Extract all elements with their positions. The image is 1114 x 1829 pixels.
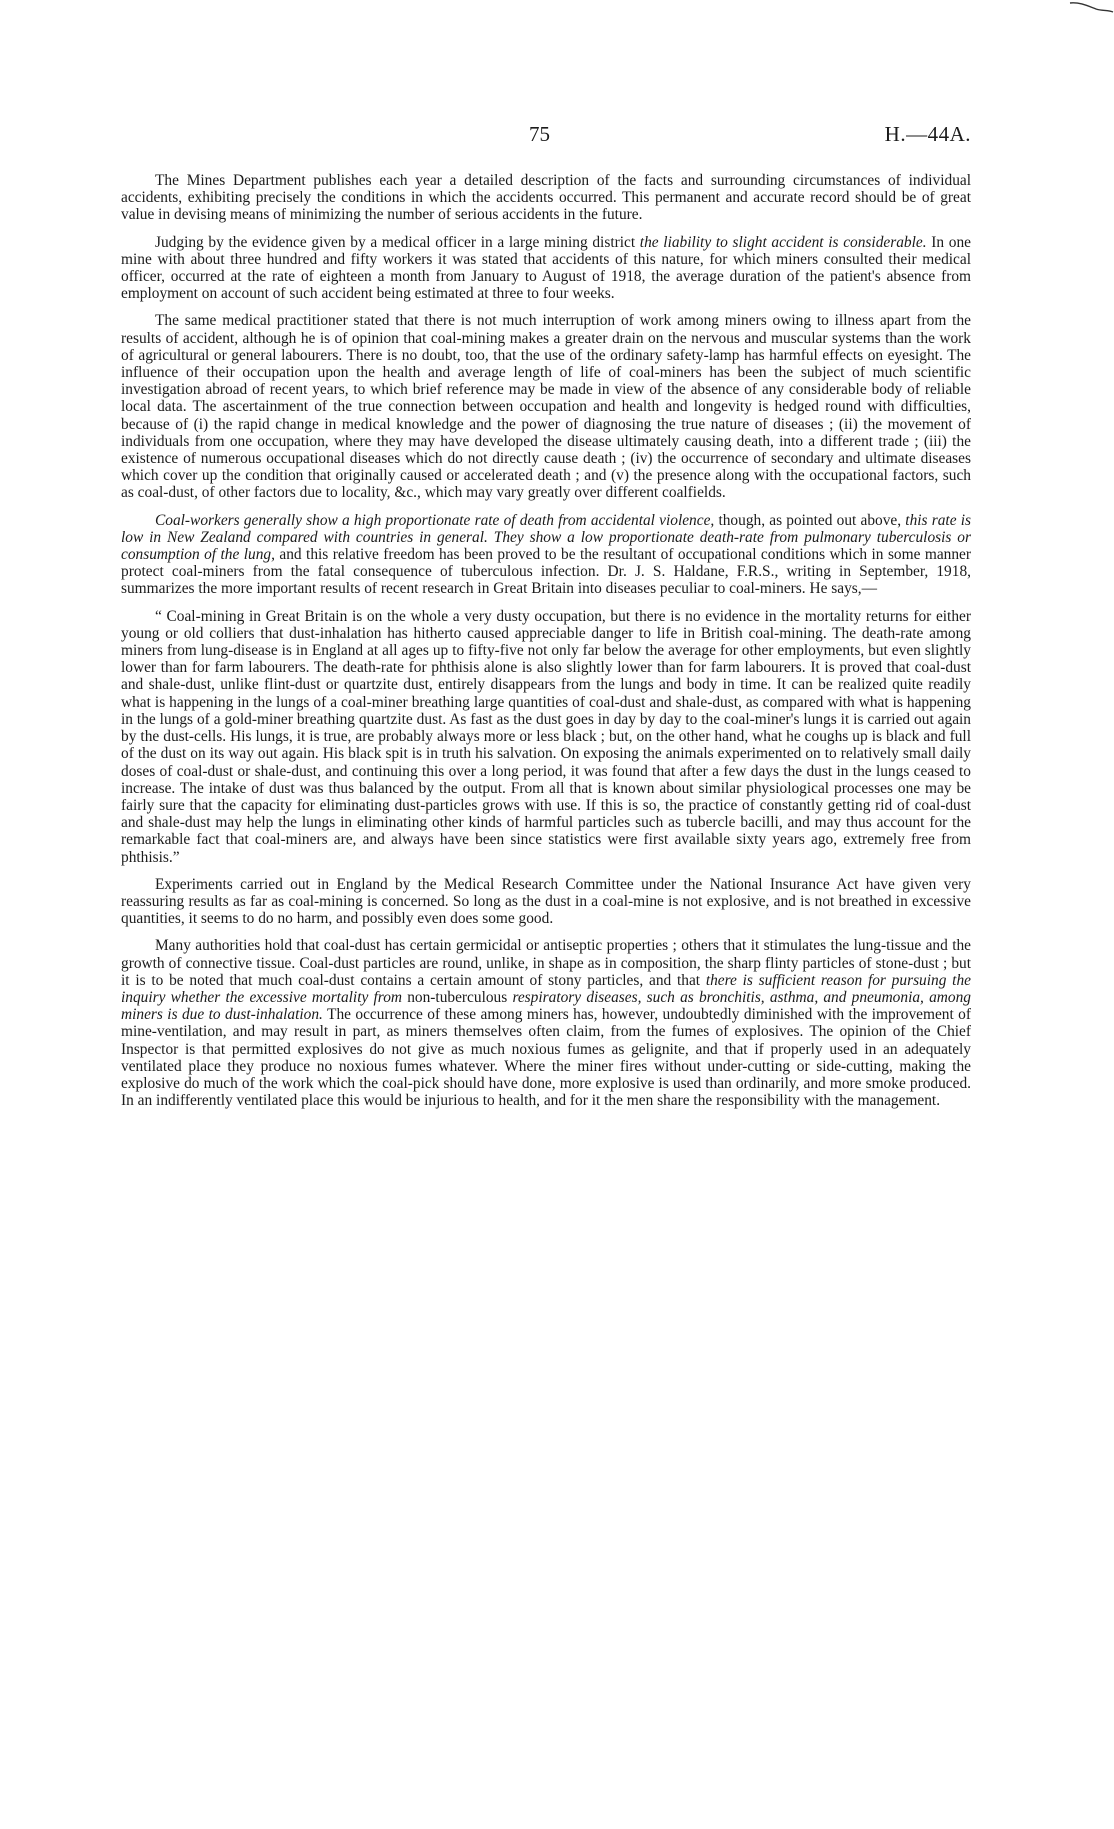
italic-emphasis: this rate is low in New Zealand compared with countries in general. They show a low proportionate death-rate from pulmonary tuberculosis or consumption of the lung,	[121, 511, 971, 564]
paragraph-text: though, as pointed out above,	[714, 511, 906, 529]
paragraph-5-quotation	[121, 608, 971, 866]
text-body	[121, 172, 971, 1119]
italic-emphasis: there is sufficient reason for pursuing the inquiry whether the excessive mortality from	[121, 971, 971, 1006]
paragraph-text: The Mines Department publishes each year a detailed description of the facts and surrounding circumstances of individual accidents, exhibiting precisely the conditions in which the accidents occurred. This permanent and accurate record should be of great value in devising means of minimizing the number of serious accidents in the future.	[121, 172, 971, 224]
paragraph-4	[121, 512, 971, 598]
corner-scan-mark	[1068, 0, 1114, 14]
paragraph-1	[121, 172, 971, 224]
paragraph-3	[121, 312, 971, 501]
page-number: 75	[529, 122, 550, 146]
paragraph-text: non-tuberculous	[402, 988, 513, 1006]
quotation-text: “ Coal-mining in Great Britain is on the whole a very dusty occupation, but there is no evidence in the mortality returns for either young or old colliers that dust-inhalation has hitherto caused appreciable danger to life in British coal-mining. The death-rate among miners from lung-disease is in England at all ages up to fifty-five not only far below the average for other employments, but even slightly lower than for farm labourers. The death-rate for phthisis alone is also slightly lower than for farm labourers. It is proved that coal-dust and shale-dust, unlike flint-dust or quartzite dust, entirely disappears from the lungs and body in time. It can be realized quite readily what is happening in the lungs of a coal-miner breathing large quantities of coal-dust and shale-dust, as compared with what is happening in the lungs of a gold-miner breathing quartzite dust. As fast as the dust goes in day by day to the coal-miner's lungs it is carried out again by the dust-cells. His lungs, it is true, are probably always more or less black ; but, on the other hand, what he coughs up is black and full of the dust on its way out again. His black spit is in truth his salvation. On exposing the animals experimented on to relatively small daily doses of coal-dust or shale-dust, and continuing this over a long period, it was found that after a few days the dust in the lungs ceased to increase. The intake of dust was thus balanced by the output. From all that is known about similar physiological processes one may be fairly sure that the capacity for eliminating dust-particles grows with use. If this is so, the practice of constantly getting rid of coal-dust and shale-dust may help the lungs in eliminating other kinds of harmful particles such as tubercle bacilli, and may thus account for the remarkable fact that coal-miners are, and always have been since statistics were first available sixty years ago, extremely free from phthisis.”	[121, 607, 971, 866]
italic-emphasis: the liability to slight accident is considerable.	[639, 233, 927, 251]
paragraph-text: Experiments carried out in England by the Medical Research Committee under the National Insurance Act have given very reassuring results as far as coal-mining is concerned. So long as the dust in a coal-mine is not explosive, and is not breathed in excessive quantities, it seems to do no harm, and possibly even does some good.	[121, 875, 971, 928]
paragraph-text: Many authorities hold that coal-dust has certain germicidal or antiseptic properties ; others that it stimulates the lung-tissue and the growth of connective tissue. Coal-dust particles are round, unlike, in shape as in composition, the sharp flinty particles of stone-dust ; but it is to be noted that much coal-dust contains a certain amount of stony particles, and that	[121, 937, 971, 989]
paragraph-2	[121, 234, 971, 303]
page-header	[121, 122, 971, 152]
paragraph-6	[121, 876, 971, 928]
paragraph-7	[121, 937, 971, 1109]
italic-emphasis: respiratory diseases, such as bronchitis, asthma, and pneumonia, among miners is due to dust-inhalation.	[121, 988, 971, 1024]
paragraph-text: In one mine with about three hundred and fifty workers it was stated that accidents of this nature, for which miners consulted their medical officer, occurred at the rate of eighteen a month from January to August of 1918, the average duration of the patient's absence from employment on account of such accident being estimated at three to four weeks.	[121, 233, 971, 303]
paragraph-text: The occurrence of these among miners has, however, undoubtedly diminished with the improvement of mine-ventilation, and may result in part, as miners themselves often claim, from the fumes of explosives. The opinion of the Chief Inspector is that permitted explosives do not give as much noxious fumes as gelignite, and that if properly used in an adequately ventilated place they produce no noxious fumes whatever. Where the miner fires without under-cutting or side-cutting, making the explosive do much of the work which the coal-pick should have done, more explosive is used than ordinarily, and more smoke produced. In an indifferently ventilated place this would be injurious to health, and for it the men share the responsibility with the management.	[121, 1006, 971, 1110]
paragraph-text: The same medical practitioner stated that there is not much interruption of work among miners owing to illness apart from the results of accident, although he is of opinion that coal-mining makes a greater drain on the nervous and muscular systems than the work of agricultural or general labourers. There is no doubt, too, that the use of the ordinary safety-lamp has harmful effects on eyesight. The influence of their occupation upon the health and average length of life of coal-miners has been the subject of much scientific investigation abroad of recent years, to which brief reference may be made in view of the absence of any considerable body of reliable local data. The ascertainment of the true connection between occupation and health and longevity is hedged round with difficulties, because of (i) the rapid change in medical knowledge and the power of diagnosing the true nature of diseases ; (ii) the movement of individuals from one occupation, where they may have developed the disease ultimately causing death, into a different trade ; (iii) the existence of numerous occupational diseases which do not directly cause death ; (iv) the occurrence of secondary and ultimate diseases which cover up the condition that originally caused or accelerated death ; and (v) the presence along with the occupational factors, such as coal-dust, of other factors due to locality, &c., which may vary greatly over different coalfields.	[121, 312, 971, 502]
document-reference: H.—44A.	[884, 122, 971, 146]
paragraph-text: and this relative freedom has been proved to be the resultant of occupational conditions which in some manner protect coal-miners from the fatal consequence of tuberculous infection. Dr. J. S. Haldane, F.R.S., writing in September, 1918, summarizes the more important results of recent research in Great Britain into diseases peculiar to coal-miners. He says,—	[121, 546, 972, 598]
paragraph-text: Judging by the evidence given by a medical officer in a large mining district	[155, 233, 640, 251]
italic-emphasis: Coal-workers generally show a high proportionate rate of death from accidental violence,	[155, 511, 715, 529]
